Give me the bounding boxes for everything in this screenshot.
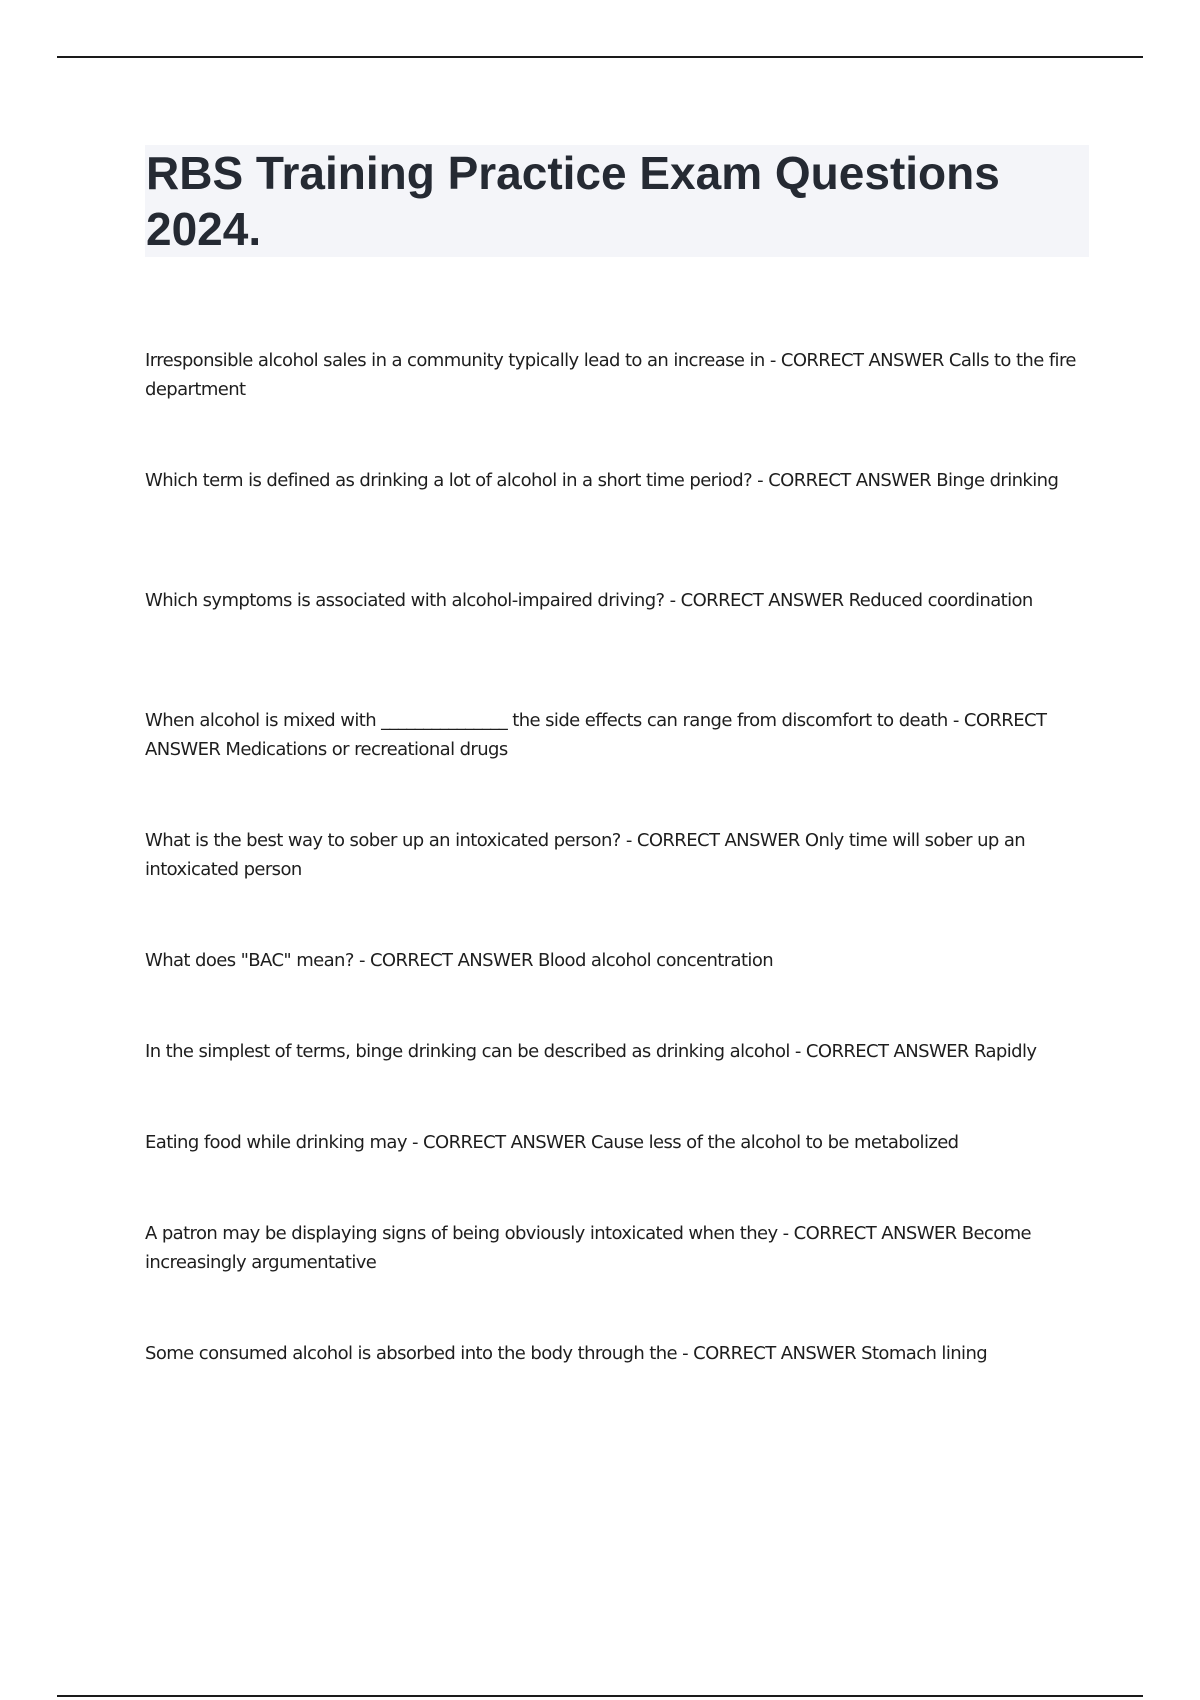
qa-item-1: Irresponsible alcohol sales in a community typically lead to an increase in - CORRECT ANSWER Calls to the fire department [145,350,1076,400]
qa-item-2: Which term is defined as drinking a lot of alcohol in a short time period? - CORRECT ANSWER Binge drinking [145,470,1059,491]
qa-item-9: A patron may be displaying signs of being obviously intoxicated when they - CORRECT ANSWER Become increasingly argumentative [145,1223,1032,1273]
qa-item-4: When alcohol is mixed with _______________ the side effects can range from discomfort to death - CORRECT ANSWER Medications or recreational drugs [145,710,1047,760]
qa-item-10: Some consumed alcohol is absorbed into the body through the - CORRECT ANSWER Stomach lining [145,1343,988,1364]
title-banner [145,145,1089,257]
qa-item-7: In the simplest of terms, binge drinking can be described as drinking alcohol - CORRECT ANSWER Rapidly [145,1041,1037,1062]
qa-item-3: Which symptoms is associated with alcohol-impaired driving? - CORRECT ANSWER Reduced coordination [145,590,1033,611]
page-bottom-rule [57,1695,1143,1697]
document-title: RBS Training Practice Exam Questions 2024. [146,147,1000,255]
page-top-rule [57,56,1143,58]
qa-item-8: Eating food while drinking may - CORRECT ANSWER Cause less of the alcohol to be metabolized [145,1132,959,1153]
qa-item-5: What is the best way to sober up an intoxicated person? - CORRECT ANSWER Only time will sober up an intoxicated person [145,830,1026,880]
qa-item-6: What does "BAC" mean? - CORRECT ANSWER Blood alcohol concentration [145,950,774,971]
